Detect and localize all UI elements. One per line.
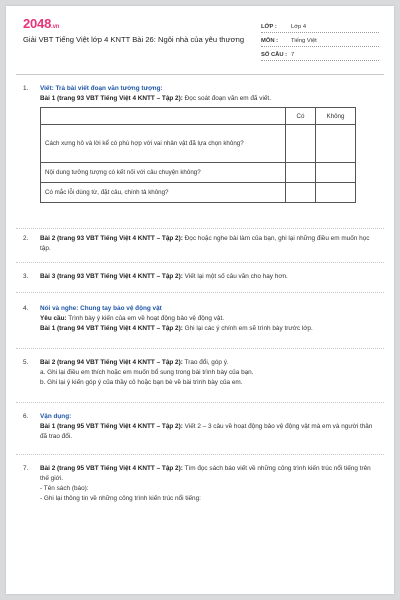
brand-main: 2048 (23, 16, 52, 31)
section-divider (16, 262, 384, 263)
question-text (40, 464, 379, 484)
section-divider (16, 402, 384, 403)
section-heading: Viết: Trả bài viết đoạn văn tưởng tượng: (40, 85, 163, 92)
question-5 (23, 358, 379, 388)
question-number: 2. (23, 235, 29, 242)
section-divider (16, 348, 384, 349)
section-divider (16, 228, 384, 229)
question-number: 5. (23, 359, 29, 366)
question-number: 6. (23, 413, 29, 420)
exercise-text: Viết lại một số câu văn cho hay hơn. (182, 273, 288, 280)
meta-label: SỐ CÂU : (261, 52, 288, 58)
question-number: 1. (23, 85, 29, 92)
section-heading: Vận dụng: (40, 413, 72, 420)
table-row (41, 125, 356, 163)
question-text (40, 324, 379, 334)
checkbox-cell-no[interactable] (316, 163, 356, 183)
requirement-label: Yêu cầu: (40, 315, 67, 322)
brand-sub: .vn (51, 24, 60, 30)
meta-value: Tiếng Việt (291, 38, 317, 44)
meta-row-count (261, 47, 379, 61)
answer-line: - Tên sách (báo): (40, 485, 89, 492)
table-cell: Có mắc lỗi dùng từ, đặt câu, chính tả không? (41, 183, 286, 203)
table-header-row (41, 108, 356, 125)
meta-row-subject (261, 33, 379, 47)
exercise-lead: Bài 1 (trang 95 VBT Tiếng Việt 4 KNTT – Tập 2): (40, 423, 183, 430)
section-heading: Nói và nghe: Chung tay bảo vệ động vật (40, 305, 162, 312)
meta-label: MÔN : (261, 38, 279, 44)
question-number: 7. (23, 465, 29, 472)
table-header-cell: Không (316, 108, 356, 125)
meta-row-class (261, 19, 379, 33)
question-6 (23, 412, 379, 442)
section-divider (16, 454, 384, 455)
question-text (40, 234, 379, 254)
checkbox-cell-no[interactable] (316, 183, 356, 203)
answer-line: a. Ghi lại điều em thích hoặc em muốn bổ sung trong bài trình bày của bạn. (40, 369, 254, 376)
question-text (40, 358, 379, 368)
question-text (40, 422, 379, 442)
exercise-text: Đọc hoặc nghe bài làm của bạn, ghi lại những điều em muốn học tập. (40, 235, 370, 252)
question-4 (23, 304, 379, 334)
header-divider (16, 74, 384, 75)
checkbox-cell-yes[interactable] (286, 163, 316, 183)
answer-line: - Ghi lại thông tin về những công trình kiến trúc nổi tiếng: (40, 495, 201, 502)
answer-line: b. Ghi lại ý kiến góp ý của thầy cô hoặc bạn bè về bài trình bày của em. (40, 379, 243, 386)
document-page (6, 6, 394, 594)
requirement-body: Trình bày ý kiến của em về hoạt động bảo vệ động vật. (66, 315, 225, 322)
requirement-text (40, 314, 379, 324)
exercise-lead: Bài 3 (trang 93 VBT Tiếng Việt 4 KNTT – Tập 2): (40, 273, 183, 280)
meta-box (261, 19, 379, 61)
exercise-text: Tìm đọc sách báo viết về những công trình kiến trúc nổi tiếng trên thế giới. (40, 465, 371, 482)
question-text (40, 272, 379, 282)
question-1 (23, 84, 379, 203)
question-text (40, 94, 379, 104)
table-cell: Nội dung tưởng tượng có kết nối với câu chuyện không? (41, 163, 286, 183)
brand-logo (23, 16, 59, 31)
exercise-text: Viết 2 – 3 câu về hoạt động bảo vệ động vật mà em và người thân đã trao đổi. (40, 423, 373, 440)
table-row (41, 183, 356, 203)
section-divider (16, 292, 384, 293)
meta-label: LỚP : (261, 24, 277, 30)
exercise-text: Trao đổi, góp ý. (182, 359, 229, 366)
table-header-cell: Có (286, 108, 316, 125)
exercise-lead: Bài 1 (trang 94 VBT Tiếng Việt 4 KNTT – Tập 2): (40, 325, 183, 332)
table-cell: Cách xưng hô và lời kể có phù hợp với vai nhân vật đã lựa chọn không? (41, 125, 286, 163)
meta-value: 7 (291, 52, 295, 58)
criteria-table (40, 107, 356, 203)
exercise-lead: Bài 2 (trang 93 VBT Tiếng Việt 4 KNTT – Tập 2): (40, 235, 183, 242)
checkbox-cell-yes[interactable] (286, 125, 316, 163)
question-number: 4. (23, 305, 29, 312)
table-row (41, 163, 356, 183)
exercise-lead: Bài 1 (trang 93 VBT Tiếng Việt 4 KNTT – Tập 2): (40, 95, 183, 102)
exercise-lead: Bài 2 (trang 94 VBT Tiếng Việt 4 KNTT – Tập 2): (40, 359, 183, 366)
question-number: 3. (23, 273, 29, 280)
exercise-text: Đọc soát đoạn văn em đã viết. (182, 95, 271, 102)
page-title: Giải VBT Tiếng Việt lớp 4 KNTT Bài 26: Ngôi nhà của yêu thương (23, 35, 245, 44)
question-3 (23, 272, 379, 282)
exercise-lead: Bài 2 (trang 95 VBT Tiếng Việt 4 KNTT – Tập 2): (40, 465, 183, 472)
table-header-cell (41, 108, 286, 125)
question-2 (23, 234, 379, 254)
question-7 (23, 464, 379, 504)
checkbox-cell-no[interactable] (316, 125, 356, 163)
checkbox-cell-yes[interactable] (286, 183, 316, 203)
meta-value: Lớp 4 (291, 24, 307, 30)
exercise-text: Ghi lại các ý chính em sẽ trình bày trước lớp. (182, 325, 313, 332)
